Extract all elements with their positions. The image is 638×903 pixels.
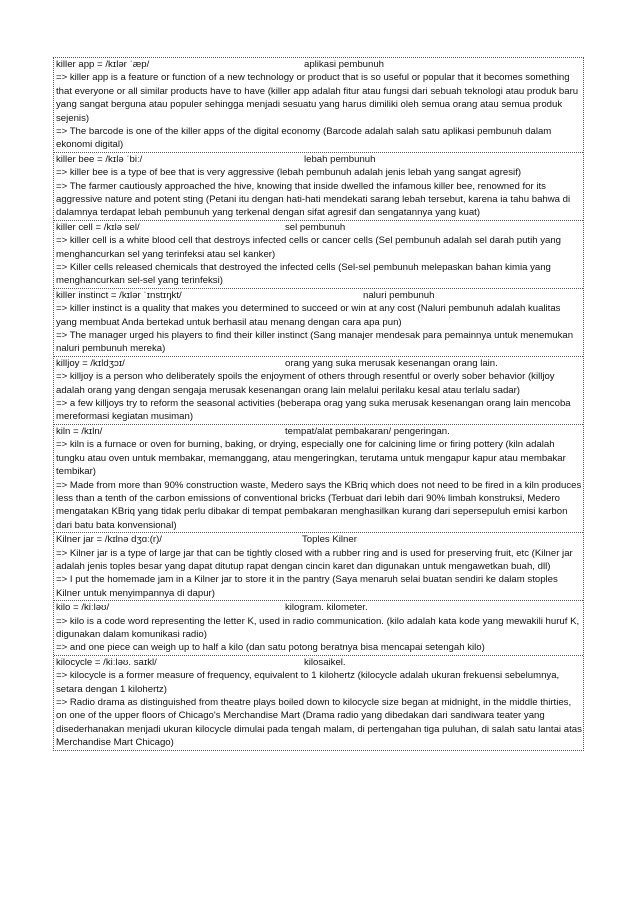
entry-header xyxy=(56,601,582,614)
entry-term: killer bee = /kɪlə ˈbiː/ xyxy=(56,153,143,165)
entry-term: killjoy = /kɪldʒɔɪ/ xyxy=(56,357,125,369)
entry-header xyxy=(56,533,582,546)
entry-term: kiln = /kɪln/ xyxy=(56,425,103,437)
entry-definition: => killer bee is a type of bee that is very aggressive (lebah pembunuh adalah jenis lebah yang sangat agresif) xyxy=(56,167,522,179)
entry-example: => and one piece can weigh up to half a kilo (dan satu potong beratnya bisa mencapai setengah kilo) xyxy=(56,642,485,654)
entry-meaning: kilogram. kilometer. xyxy=(285,602,368,614)
entry-kilo xyxy=(54,601,583,656)
entry-definition: => killer cell is a white blood cell that destroys infected cells or cancer cells (Sel pembunuh adalah sel darah putih yang menghancurkan sel yang terinfeksi atau sel kanker) xyxy=(56,235,562,260)
entry-example: => I put the homemade jam in a Kilner jar to store it in the pantry (Saya menaruh selai buatan sendiri ke dalam stoples Kilner untuk menyimpannya di dapur) xyxy=(56,574,558,599)
entry-example: => The barcode is one of the killer apps of the digital economy (Barcode adalah salah satu aplikasi pembunuh dalam ekonomi digital) xyxy=(56,126,552,151)
entry-example: => Radio drama as distinguished from theatre plays boiled down to kilocycle size began at midnight, in the middle thirties, on one of the upper floors of Chicago's Merchandise Mart (Drama radio yang dibedakan dari sandiwara teater yang disederhanakan menjadi ukuran kilocycle dimulai pada tengah malam, di pertengahan tiga puluhan, di salah satu lantai atas Merchandise Mart Chicago) xyxy=(56,696,582,749)
entry-header xyxy=(56,58,582,71)
entry-definition: => kiln is a furnace or oven for burning, baking, or drying, especially one for calcining lime or firing pottery (kiln adalah tungku atau oven untuk membakar, memanggang, atau mengeringkan, terutama untuk mengapur kapur atau membakar tembikar) xyxy=(56,439,566,478)
entry-header xyxy=(56,289,582,302)
vocabulary-sheet xyxy=(53,57,584,751)
entry-definition: => kilocycle is a former measure of frequency, equivalent to 1 kilohertz (kilocycle adalah ukuran frekuensi sebelumnya, setara dengan 1 kilohertz) xyxy=(56,670,560,695)
entry-header xyxy=(56,221,582,234)
entry-definition: => Kilner jar is a type of large jar that can be tightly closed with a rubber ring and is used for preserving fruit, etc (Kilner jar adalah jenis toples besar yang dapat ditutup rapat dengan cincin karet dan digunakan untuk mengawetkan buah, dll) xyxy=(56,547,573,572)
entry-meaning: orang yang suka merusak kesenangan orang lain. xyxy=(285,357,498,369)
entry-definition: => kilo is a code word representing the letter K, used in radio communication. (kilo adalah kata kode yang mewakili huruf K, digunakan dalam komunikasi radio) xyxy=(56,615,580,640)
entry-example: => Made from more than 90% construction waste, Medero says the KBriq which does not need to be fired in a kiln produces less than a tenth of the carbon emissions of conventional bricks (Terbuat dari lebih dari 90% limbah konstruksi, Medero mengatakan KBriq yang tidak perlu dibakar di tempat pembakaran menghasilkan kurang dari sepersepuluh emisi karbon dari batu bata konvensional) xyxy=(56,479,582,531)
entry-meaning: aplikasi pembunuh xyxy=(304,59,385,70)
entry-meaning: tempat/alat pembakaran/ pengeringan. xyxy=(285,425,450,437)
entry-definition: => killer instinct is a quality that makes you determined to succeed or win at any cost (Naluri pembunuh adalah kualitas yang membuat Anda bertekad untuk berhasil atau menang dengan cara apa pun) xyxy=(56,303,561,328)
entry-header xyxy=(56,153,582,166)
entry-term: Kilner jar = /kɪlnə dʒɑː(r)/ xyxy=(56,534,162,546)
entry-kilner-jar xyxy=(54,533,583,601)
entry-killer-cell xyxy=(54,221,583,289)
entry-example: => a few killjoys try to reform the seasonal activities (beberapa orag yang suka merusak kesenangan orang lain mencoba mereformasi kegiatan musiman) xyxy=(56,398,571,423)
entry-header xyxy=(56,656,582,669)
entry-term: killer app = /kɪlər ˈæp/ xyxy=(56,59,150,70)
entry-kiln xyxy=(54,425,583,533)
entry-meaning: naluri pembunuh xyxy=(363,289,435,301)
entry-kilocycle xyxy=(54,656,583,750)
entry-example: => Killer cells released chemicals that destroyed the infected cells (Sel-sel pembunuh melepaskan bahan kimia yang menghancurkan sel-sel yang terinfeksi) xyxy=(56,262,551,287)
entry-meaning: Toples Kilner xyxy=(302,534,357,546)
entry-meaning: sel pembunuh xyxy=(285,221,346,233)
entry-header xyxy=(56,425,582,438)
entry-header xyxy=(56,357,582,370)
entry-definition: => killer app is a feature or function of a new technology or product that is so useful or popular that it becomes something that everyone or all similar products have to have (killer app adalah fitur atau fungsi dari sebuah teknologi atau produk baru yang sangat berguna atau populer sehingga menjadi sesuatu yang harus dimiliki oleh semua orang atau semua produk sejenis) xyxy=(56,72,579,124)
entry-term: kilo = /kiːləʊ/ xyxy=(56,602,110,614)
entry-meaning: kilosaikel. xyxy=(304,656,346,668)
entry-example: => The manager urged his players to find their killer instinct (Sang manajer mendesak para pemainnya untuk menemukan naluri pembunuh mereka) xyxy=(56,330,574,355)
entry-term: killer instinct = /kɪlər ˈɪnstɪŋkt/ xyxy=(56,289,182,301)
entry-killer-app xyxy=(54,58,583,153)
entry-killer-bee xyxy=(54,153,583,221)
entry-definition: => killjoy is a person who deliberately spoils the enjoyment of others through resentful or overly sober behavior (killjoy adalah orang yang dengan sengaja merusak kesenangan orang lain melalui perilaku kesal atau terlalu sadar) xyxy=(56,371,555,396)
entry-meaning: lebah pembunuh xyxy=(304,153,376,165)
entry-killjoy xyxy=(54,357,583,425)
entry-term: kilocycle = /kiːləʊ. saɪkl/ xyxy=(56,656,157,668)
entry-killer-instinct xyxy=(54,289,583,357)
entry-example: => The farmer cautiously approached the hive, knowing that inside dwelled the infamous killer bee, renowned for its aggressive nature and potent sting (Petani itu dengan hati-hati mendekati sarang lebah tersebut, karena ia tahu bahwa di dalamnya terdapat lebah pembunuh yang terkenal dengan sifat agresif dan sengatannya yang kuat) xyxy=(56,180,571,219)
entry-term: killer cell = /kɪlə sel/ xyxy=(56,221,140,233)
